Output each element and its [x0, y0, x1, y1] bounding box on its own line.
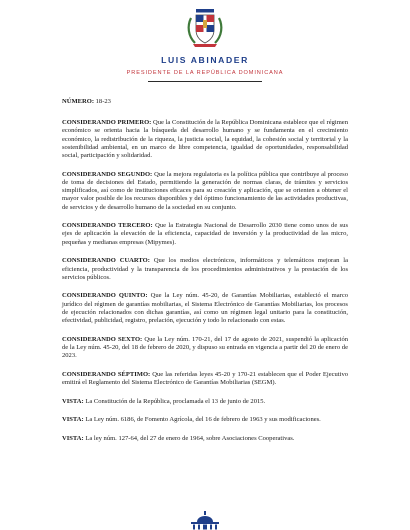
paragraph-text: La ley núm. 127-64, del 27 de enero de 1964, sobre Asociaciones Cooperativas.	[83, 435, 295, 443]
paragraph-considerando-tercero	[62, 222, 348, 247]
paragraph-text: Que la Ley núm. 170-21, del 17 de agosto de 2021, suspendió la aplicación de la Ley núm. 45-20, del 18 de febrero de 2020, y dispuso su entrada en vigencia a partir del 20 de enero de 2023.	[62, 335, 348, 360]
paragraph-considerando-segundo	[62, 171, 348, 212]
paragraph-lead: CONSIDERANDO TERCERO:	[62, 222, 153, 230]
paragraph-considerando-septimo	[62, 371, 348, 387]
letterhead	[0, 0, 410, 98]
paragraph-text: Que la Ley núm. 45-20, de Garantías Mobiliarias, estableció el marco jurídico del régimen de garantías mobiliarias, el Sistema Electrónico de Garantías Mobiliarias, los procesos de ejecución relacionados con dichas garantías, así como un régimen legal unitario para la constitución, efectividad, publicidad, registro, prelación, ejecución y todo lo relacionado con estas.	[62, 292, 349, 325]
paragraph-lead: CONSIDERANDO SÉPTIMO:	[62, 370, 151, 378]
paragraph-lead: VISTA:	[62, 435, 84, 443]
paragraph-text: Que la Estrategia Nacional de Desarrollo 2030 tiene como unos de sus ejes de aplicación la elevación de la eficiencia, capacidad de inversión y la productividad de las micro, pequeñas y medianas empresas (Mipymes).	[62, 222, 348, 246]
paragraph-considerando-cuarto	[62, 257, 348, 282]
paragraph-vista-ley-127-64	[62, 435, 348, 443]
president-title: PRESIDENTE DE LA REPÚBLICA DOMINICANA	[126, 70, 284, 76]
paragraph-text: Que las referidas leyes 45-20 y 170-21 establecen que el Poder Ejecutivo emitirá el Reglamento del Sistema Electrónico de Garantías Mobiliarias (SEGM).	[62, 370, 348, 387]
national-palace-icon	[185, 509, 225, 530]
coat-of-arms-icon	[185, 6, 225, 50]
paragraph-vista-constitucion	[62, 398, 348, 406]
decree-number	[62, 98, 348, 106]
paragraph-text: Que los medios electrónicos, informáticos y telemáticos mejoran la eficiencia, productividad y la transparencia de los procedimientos administrativos y la prestación de los servicios públicos.	[62, 257, 348, 281]
paragraph-considerando-sexto	[62, 336, 348, 361]
paragraph-text: La Constitución de la República, proclamada el 13 de junio de 2015.	[83, 397, 266, 405]
header-divider	[148, 81, 262, 82]
paragraph-lead: VISTA:	[62, 397, 84, 405]
decree-body	[62, 98, 348, 454]
decree-number-value: 18-23	[94, 98, 111, 105]
paragraph-vista-ley-6186	[62, 416, 348, 424]
paragraph-lead: CONSIDERANDO CUARTO:	[62, 257, 150, 265]
paragraph-considerando-primero	[62, 119, 348, 160]
president-name: LUIS ABINADER	[161, 55, 249, 65]
paragraph-text: La Ley núm. 6186, de Fomento Agrícola, del 16 de febrero de 1963 y sus modificaciones.	[83, 416, 321, 424]
paragraph-text: Que la mejora regulatoria es la política pública que contribuye al proceso de toma de decisiones del Estado, permitiendo la generación de normas claras, de trámites y servicios simplificados, así como de instituciones eficaces para su creación y aplicación, que se orienten a obtener el mayor valor posible de los recursos disponibles y del óptimo funcionamiento de las actividades productivas, de servicios y de desarrollo humano de la sociedad en su conjunto.	[62, 170, 349, 211]
paragraph-lead: CONSIDERANDO SEGUNDO:	[62, 170, 153, 178]
paragraph-lead: VISTA:	[62, 416, 84, 424]
paragraph-text: Que la Constitución de la República Dominicana establece que el régimen económico se orienta hacia la búsqueda del desarrollo humano y se fundamenta en el crecimiento económico, la redistribución de la riqueza, la justicia social, la equidad, la cohesión social y territorial y la sostenibilidad ambiental, en un marco de libre competencia, igualdad de oportunidades, responsabilidad social, participación y solidaridad.	[62, 119, 348, 160]
decree-number-label: NÚMERO:	[62, 98, 95, 105]
paragraph-lead: CONSIDERANDO QUINTO:	[62, 292, 148, 300]
paragraph-considerando-quinto	[62, 292, 348, 325]
paragraph-lead: CONSIDERANDO PRIMERO:	[62, 119, 152, 127]
paragraph-lead: CONSIDERANDO SEXTO:	[62, 335, 143, 343]
